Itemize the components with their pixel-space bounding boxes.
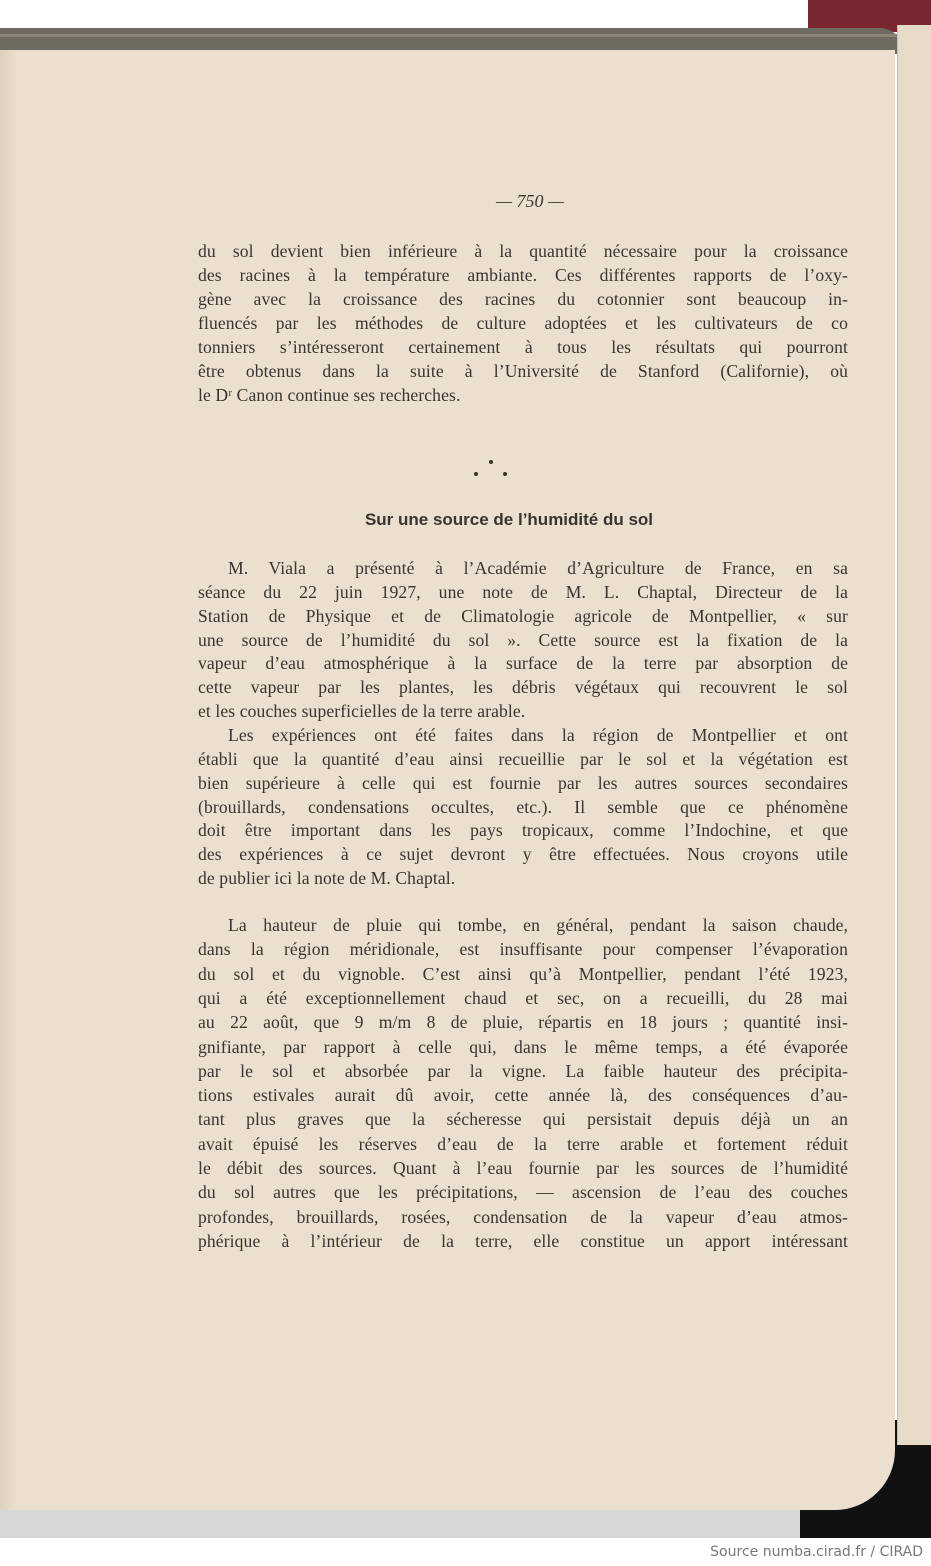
asterism-dot — [503, 472, 507, 476]
text-line: bien supérieure à celle qui est fournie par les autres sources secondaires — [198, 772, 848, 793]
page-binding-shadow — [0, 50, 18, 1510]
text-line: une source de l’humidité du sol ». Cette source est la fixation de la — [198, 629, 848, 650]
asterism-dot — [474, 472, 478, 476]
text-line: gnifiante, par rapport à celle qui, dans le même temps, a été évaporée — [198, 1036, 848, 1057]
text-line: le Dʳ Canon continue ses recherches. — [198, 385, 461, 405]
text-line: séance du 22 juin 1927, une note de M. L. Chaptal, Directeur de la — [198, 581, 848, 602]
text-line: du sol devient bien inférieure à la quantité nécessaire pour la croissance — [198, 241, 848, 261]
text-line: tant plus graves que la sécheresse qui persistait depuis déjà un an — [198, 1109, 848, 1130]
scan-table — [0, 1510, 800, 1538]
text-line: des expériences à ce sujet devront y être effectuées. Nous croyons utile — [198, 844, 848, 865]
text-line: La hauteur de pluie qui tombe, en général, pendant la saison chaude, — [228, 915, 848, 935]
text-line: par le sol et absorbée par la vigne. La faible hauteur des précipita- — [198, 1060, 848, 1081]
text-line: vapeur d’eau atmosphérique à la surface de la terre par absorption de — [198, 653, 848, 674]
text-line: être obtenus dans la suite à l’Université de Stanford (Californie), où — [198, 361, 848, 381]
section-heading: Sur une source de l’humidité du sol — [364, 510, 654, 529]
text-line: profondes, brouillards, rosées, condensation de la vapeur d’eau atmos- — [198, 1206, 848, 1227]
text-line: gène avec la croissance des racines du cotonnier sont beaucoup in- — [198, 289, 848, 309]
text-line: du sol autres que les précipitations, — ascension de l’eau des couches — [198, 1182, 848, 1203]
text-line: et les couches superficielles de la terre arable. — [198, 701, 526, 722]
asterism-dot — [489, 460, 493, 464]
text-line: Station de Physique et de Climatologie agricole de Montpellier, « sur — [198, 605, 848, 626]
page-stack-line — [0, 34, 900, 37]
text-line: le débit des sources. Quant à l’eau fournie par les sources de l’humidité — [198, 1158, 848, 1178]
text-line: phérique à l’intérieur de la terre, elle constitue un apport intéressant — [198, 1230, 848, 1251]
text-line: du sol et du vignoble. C’est ainsi qu’à Montpellier, pendant l’été 1923, — [198, 963, 848, 984]
text-line: au 22 août, que 9 m/m 8 de pluie, répartis en 18 jours ; quantité insi- — [198, 1012, 848, 1033]
text-line: établi que la quantité d’eau ainsi recueillie par le sol et la végétation est — [198, 748, 848, 769]
text-line: doit être important dans les pays tropicaux, comme l’Indochine, et que — [198, 820, 848, 841]
page-number: — 750 — — [495, 191, 564, 211]
text-line: des racines à la température ambiante. Ces différentes rapports de l’oxy- — [198, 265, 848, 285]
text-line: fluencés par les méthodes de culture adoptées et les cultivateurs de co — [198, 313, 848, 333]
text-line: M. Viala a présenté à l’Académie d’Agriculture de France, en sa — [228, 558, 848, 578]
text-line: (brouillards, condensations occultes, etc.). Il semble que ce phénomène — [198, 796, 848, 817]
source-caption: Source numba.cirad.fr / CIRAD — [710, 1544, 923, 1560]
next-page-edge — [897, 25, 931, 1445]
text-line: tonniers s’intéresseront certainement à tous les résultats qui pourront — [198, 337, 848, 357]
text-line: avait épuisé les réserves d’eau de la terre arable et fortement réduit — [198, 1133, 848, 1154]
text-line: de publier ici la note de M. Chaptal. — [198, 868, 456, 889]
text-line: Les expériences ont été faites dans la région de Montpellier et ont — [228, 724, 848, 745]
text-line: qui a été exceptionnellement chaud et sec, on a recueilli, du 28 mai — [198, 987, 848, 1008]
text-line: cette vapeur par les plantes, les débris végétaux qui recouvrent le sol — [198, 677, 848, 698]
text-line: dans la région méridionale, est insuffisante pour compenser l’évaporation — [198, 939, 848, 960]
text-line: tions estivales aurait dû avoir, cette année là, des conséquences d’au- — [198, 1085, 848, 1106]
